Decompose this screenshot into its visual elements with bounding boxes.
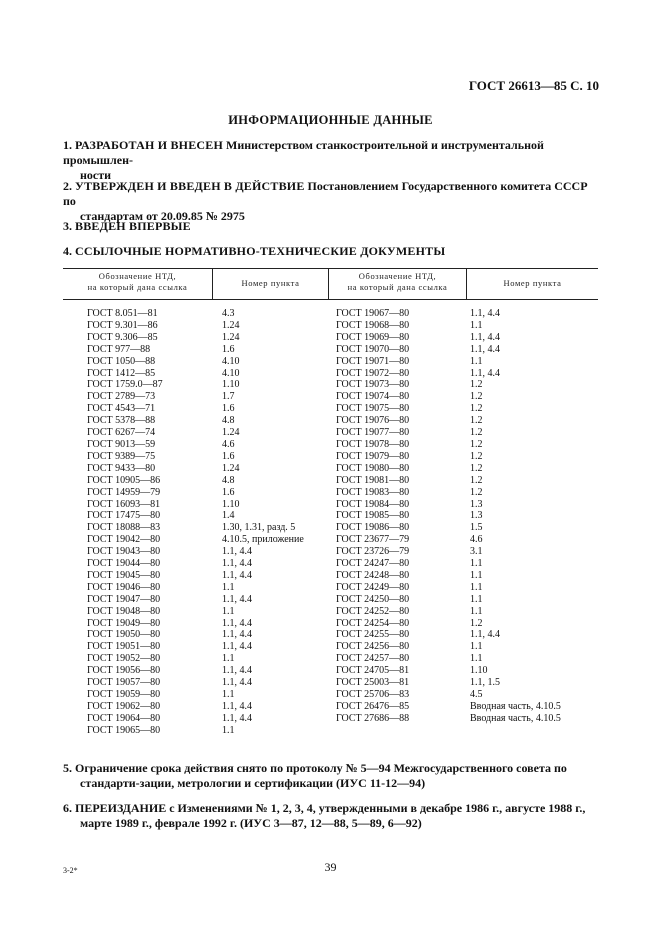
table-cell-document: ГОСТ 24705—81 (336, 665, 410, 677)
table-cell-point: 1.1, 4.4 (222, 677, 252, 689)
table-cell-point: 1.1, 4.4 (470, 367, 500, 379)
item-approved (63, 179, 603, 224)
table-cell-point: 1.1, 1.5 (470, 677, 500, 689)
table-cell-document: ГОСТ 19046—80 (87, 581, 161, 593)
table-top-rule (63, 268, 598, 269)
table-cell-point: 1.1, 4.4 (470, 343, 500, 355)
table-cell-document: ГОСТ 24256—80 (336, 641, 410, 653)
table-cell-document: ГОСТ 19081—80 (336, 474, 410, 486)
table-cell-document: ГОСТ 19044—80 (87, 558, 161, 570)
table-cell-document: ГОСТ 27686—88 (336, 712, 410, 724)
table-cell-point: 1.1 (470, 641, 483, 653)
table-cell-document: ГОСТ 19074—80 (336, 391, 410, 403)
table-cell-document: ГОСТ 10905—86 (87, 474, 161, 486)
table-cell-point: 1.1, 4.4 (222, 569, 252, 581)
table-cell-point: 1.24 (222, 427, 240, 439)
table-cell-point: 1.1 (470, 581, 483, 593)
table-cell-document: ГОСТ 1759.0—87 (87, 379, 163, 391)
item-text: Министерством станкостроительной и инструментальной промышлен- (63, 138, 544, 167)
table-cell-point: 4.8 (222, 415, 235, 427)
table-cell-point: 1.1 (222, 653, 235, 665)
item-validity-limit: 5. Ограничение срока действия снято по протоколу № 5—94 Межгосударственного совета по стандарти-зации, метрологии и сертификации (ИУС 11-12—94) (63, 761, 567, 790)
header-doc-left: Обозначение НТД, на который дана ссылка (87, 271, 188, 292)
table-cell-document: ГОСТ 19042—80 (87, 534, 161, 546)
table-cell-point: 1.1, 4.4 (222, 665, 252, 677)
table-cell-point: 1.6 (222, 486, 235, 498)
table-cell-document: ГОСТ 2789—73 (87, 391, 156, 403)
table-cell-point: 1.2 (470, 462, 483, 474)
table-cell-document: ГОСТ 19056—80 (87, 665, 161, 677)
table-cell-document: ГОСТ 24250—80 (336, 593, 410, 605)
table-cell-document: ГОСТ 19048—80 (87, 605, 161, 617)
table-cell-point: 1.1, 4.4 (222, 712, 252, 724)
table-cell-point: 1.1, 4.4 (222, 629, 252, 641)
table-cell-document: ГОСТ 19047—80 (87, 593, 161, 605)
table-cell-document: ГОСТ 25003—81 (336, 677, 410, 689)
table-cell-document: ГОСТ 19069—80 (336, 331, 410, 343)
item-heading: РАЗРАБОТАН И ВНЕСЕН (75, 138, 224, 152)
table-cell-point: 1.2 (470, 438, 483, 450)
item-text-continuation: ности (80, 168, 112, 182)
table-cell-point: 1.2 (470, 450, 483, 462)
table-cell-point: 1.1, 4.4 (222, 617, 252, 629)
table-cell-point: 1.1 (222, 689, 235, 700)
table-cell-point: 1.1, 4.4 (470, 331, 500, 343)
table-cell-point: 1.10 (222, 379, 240, 391)
table-cell-document: ГОСТ 9433—80 (87, 462, 156, 474)
table-cell-point: 1.2 (470, 474, 483, 486)
table-cell-document: ГОСТ 19043—80 (87, 546, 161, 558)
table-cell-document: ГОСТ 19083—80 (336, 486, 410, 498)
table-cell-point: 1.1 (470, 319, 483, 331)
table-cell-document: ГОСТ 19073—80 (336, 379, 410, 391)
table-cell-point: 1.6 (222, 343, 235, 355)
page-title: ИНФОРМАЦИОННЫЕ ДАННЫЕ (228, 113, 433, 127)
item-reissue: 6. ПЕРЕИЗДАНИЕ с Изменениями № 1, 2, 3, 4, утвержденными в декабре 1986 г., августе 1988 г., марте 1989 г., феврале 1992 г. (ИУС 3—87, 12—88, 5—89, 6—92) (63, 801, 586, 830)
table-cell-point: 1.1 (222, 605, 235, 617)
table-cell-point: 1.2 (470, 415, 483, 427)
table-cell-document: ГОСТ 19064—80 (87, 712, 161, 724)
table-cell-point: Вводная часть, 4.10.5 (470, 712, 561, 724)
header-point-right: Номер пункта (503, 278, 562, 288)
table-cell-point: 1.24 (222, 331, 240, 343)
table-cell-document: ГОСТ 8.051—81 (87, 308, 158, 319)
table-cell-document: ГОСТ 19085—80 (336, 510, 410, 522)
table-cell-point: 1.6 (222, 403, 235, 415)
table-cell-document: ГОСТ 1050—88 (87, 355, 156, 367)
item-introduced-first (63, 219, 603, 234)
header-doc-right: Обозначение НТД, на который дана ссылка (347, 271, 448, 292)
table-cell-point: 1.2 (470, 486, 483, 498)
table-cell-document: ГОСТ 6267—74 (87, 427, 156, 439)
table-cell-point: 1.1, 4.4 (222, 641, 252, 653)
table-cell-document: ГОСТ 14959—79 (87, 486, 161, 498)
table-cell-point: 1.1, 4.4 (222, 700, 252, 712)
table-cell-point: 1.4 (222, 510, 235, 522)
table-cell-point: 1.1 (470, 569, 483, 581)
table-cell-document: ГОСТ 19050—80 (87, 629, 161, 641)
table-cell-document: ГОСТ 19059—80 (87, 689, 161, 700)
right-doc-column (336, 308, 409, 725)
table-header-rule (63, 299, 598, 300)
table-cell-document: ГОСТ 24252—80 (336, 605, 410, 617)
table-cell-document: ГОСТ 19067—80 (336, 308, 410, 319)
table-cell-point: 1.1 (470, 653, 483, 665)
item-heading: ВВЕДЕН ВПЕРВЫЕ (75, 219, 191, 233)
item-heading: ССЫЛОЧНЫЕ НОРМАТИВНО-ТЕХНИЧЕСКИЕ ДОКУМЕНТЫ (75, 244, 446, 258)
table-cell-point: 1.10 (470, 665, 488, 677)
document-reference: ГОСТ 26613—85 С. 10 (468, 78, 599, 93)
table-cell-document: ГОСТ 19075—80 (336, 403, 410, 415)
right-point-column (470, 308, 561, 725)
table-cell-document: ГОСТ 4543—71 (87, 403, 156, 415)
table-cell-document: ГОСТ 23677—79 (336, 534, 410, 546)
table-cell-document: ГОСТ 19079—80 (336, 450, 410, 462)
print-mark: 3-2* (63, 866, 78, 875)
table-cell-document: ГОСТ 19068—80 (336, 319, 410, 331)
table-cell-point: 1.6 (222, 450, 235, 462)
table-cell-document: ГОСТ 18088—83 (87, 522, 161, 534)
table-cell-point: 1.24 (222, 462, 240, 474)
table-cell-document: ГОСТ 19076—80 (336, 415, 410, 427)
item-text: Постановлением Государственного комитета СССР по (63, 179, 588, 208)
table-cell-document: ГОСТ 19051—80 (87, 641, 161, 653)
table-cell-document: ГОСТ 19072—80 (336, 367, 410, 379)
table-cell-document: ГОСТ 9.306—85 (87, 331, 158, 343)
table-cell-document: ГОСТ 5378—88 (87, 415, 156, 427)
item-number: 2. (63, 179, 72, 193)
table-cell-document: ГОСТ 19057—80 (87, 677, 161, 689)
table-cell-point: 1.2 (470, 379, 483, 391)
table-cell-point: Вводная часть, 4.10.5 (470, 700, 561, 712)
table-cell-document: ГОСТ 1412—85 (87, 367, 156, 379)
header-point-left: Номер пункта (241, 278, 300, 288)
left-point-column (222, 308, 304, 737)
table-cell-document: ГОСТ 23726—79 (336, 546, 410, 558)
table-cell-point: 1.2 (470, 403, 483, 415)
table-cell-point: 1.1 (470, 355, 483, 367)
table-cell-point: 4.8 (222, 474, 235, 486)
table-cell-document: ГОСТ 19071—80 (336, 355, 410, 367)
table-cell-document: ГОСТ 9389—75 (87, 450, 156, 462)
item-reference-documents (63, 244, 603, 259)
table-cell-document: ГОСТ 25706—83 (336, 689, 410, 700)
table-cell-document: ГОСТ 977—88 (87, 343, 151, 355)
item-developed (63, 138, 603, 183)
table-cell-document: ГОСТ 24247—80 (336, 558, 410, 570)
table-cell-point: 1.1 (470, 605, 483, 617)
table-cell-point: 1.2 (470, 617, 483, 629)
table-cell-document: ГОСТ 24254—80 (336, 617, 410, 629)
table-cell-document: ГОСТ 24248—80 (336, 569, 410, 581)
table-cell-point: 1.7 (222, 391, 235, 403)
table-cell-document: ГОСТ 19049—80 (87, 617, 161, 629)
table-cell-point: 1.30, 1.31, разд. 5 (222, 522, 296, 534)
table-cell-document: ГОСТ 24257—80 (336, 653, 410, 665)
table-cell-point: 1.2 (470, 427, 483, 439)
table-cell-point: 1.10 (222, 498, 240, 510)
item-number: 3. (63, 219, 72, 233)
table-cell-point: 1.1 (222, 724, 235, 736)
table-cell-point: 4.6 (222, 438, 235, 450)
item-number: 1. (63, 138, 72, 152)
table-cell-point: 1.2 (470, 391, 483, 403)
table-cell-document: ГОСТ 19078—80 (336, 438, 410, 450)
table-cell-document: ГОСТ 24255—80 (336, 629, 410, 641)
table-cell-point: 1.1, 4.4 (470, 308, 500, 319)
table-cell-point: 4.6 (470, 534, 483, 546)
table-cell-point: 1.1, 4.4 (222, 593, 252, 605)
table-cell-point: 1.24 (222, 319, 240, 331)
table-cell-point: 4.5 (470, 689, 483, 700)
table-cell-point: 4.3 (222, 308, 235, 319)
table-cell-point: 1.1, 4.4 (222, 558, 252, 570)
table-cell-point: 1.1 (470, 593, 483, 605)
table-cell-document: ГОСТ 19045—80 (87, 569, 161, 581)
table-cell-document: ГОСТ 9.301—86 (87, 319, 158, 331)
table-cell-point: 4.10 (222, 367, 240, 379)
item-text-continuation: стандартам от 20.09.85 № 2975 (80, 209, 245, 223)
table-cell-document: ГОСТ 19062—80 (87, 700, 161, 712)
item-number: 4. (63, 244, 72, 258)
left-doc-column (87, 308, 163, 737)
table-cell-point: 1.1, 4.4 (222, 546, 252, 558)
table-cell-document: ГОСТ 26476—85 (336, 700, 410, 712)
table-cell-document: ГОСТ 19086—80 (336, 522, 410, 534)
table-cell-document: ГОСТ 19084—80 (336, 498, 410, 510)
table-cell-point: 1.5 (470, 522, 483, 534)
table-cell-document: ГОСТ 9013—59 (87, 438, 156, 450)
table-cell-point: 1.3 (470, 498, 483, 510)
table-cell-point: 1.1, 4.4 (470, 629, 500, 641)
table-cell-point: 1.1 (222, 581, 235, 593)
table-cell-document: ГОСТ 19077—80 (336, 427, 410, 439)
table-cell-document: ГОСТ 16093—81 (87, 498, 161, 510)
table-cell-point: 3.1 (470, 546, 483, 558)
table-cell-document: ГОСТ 19052—80 (87, 653, 161, 665)
table-cell-point: 1.1 (470, 558, 483, 570)
page-number: 39 (324, 860, 337, 874)
item-heading: УТВЕРЖДЕН И ВВЕДЕН В ДЕЙСТВИЕ (75, 179, 305, 193)
table-cell-point: 4.10 (222, 355, 240, 367)
table-cell-document: ГОСТ 24249—80 (336, 581, 410, 593)
table-cell-document: ГОСТ 19080—80 (336, 462, 410, 474)
table-cell-point: 4.10.5, приложение (222, 534, 304, 546)
table-cell-document: ГОСТ 19070—80 (336, 343, 410, 355)
table-cell-point: 1.3 (470, 510, 483, 522)
table-cell-document: ГОСТ 19065—80 (87, 724, 161, 736)
table-cell-document: ГОСТ 17475—80 (87, 510, 161, 522)
